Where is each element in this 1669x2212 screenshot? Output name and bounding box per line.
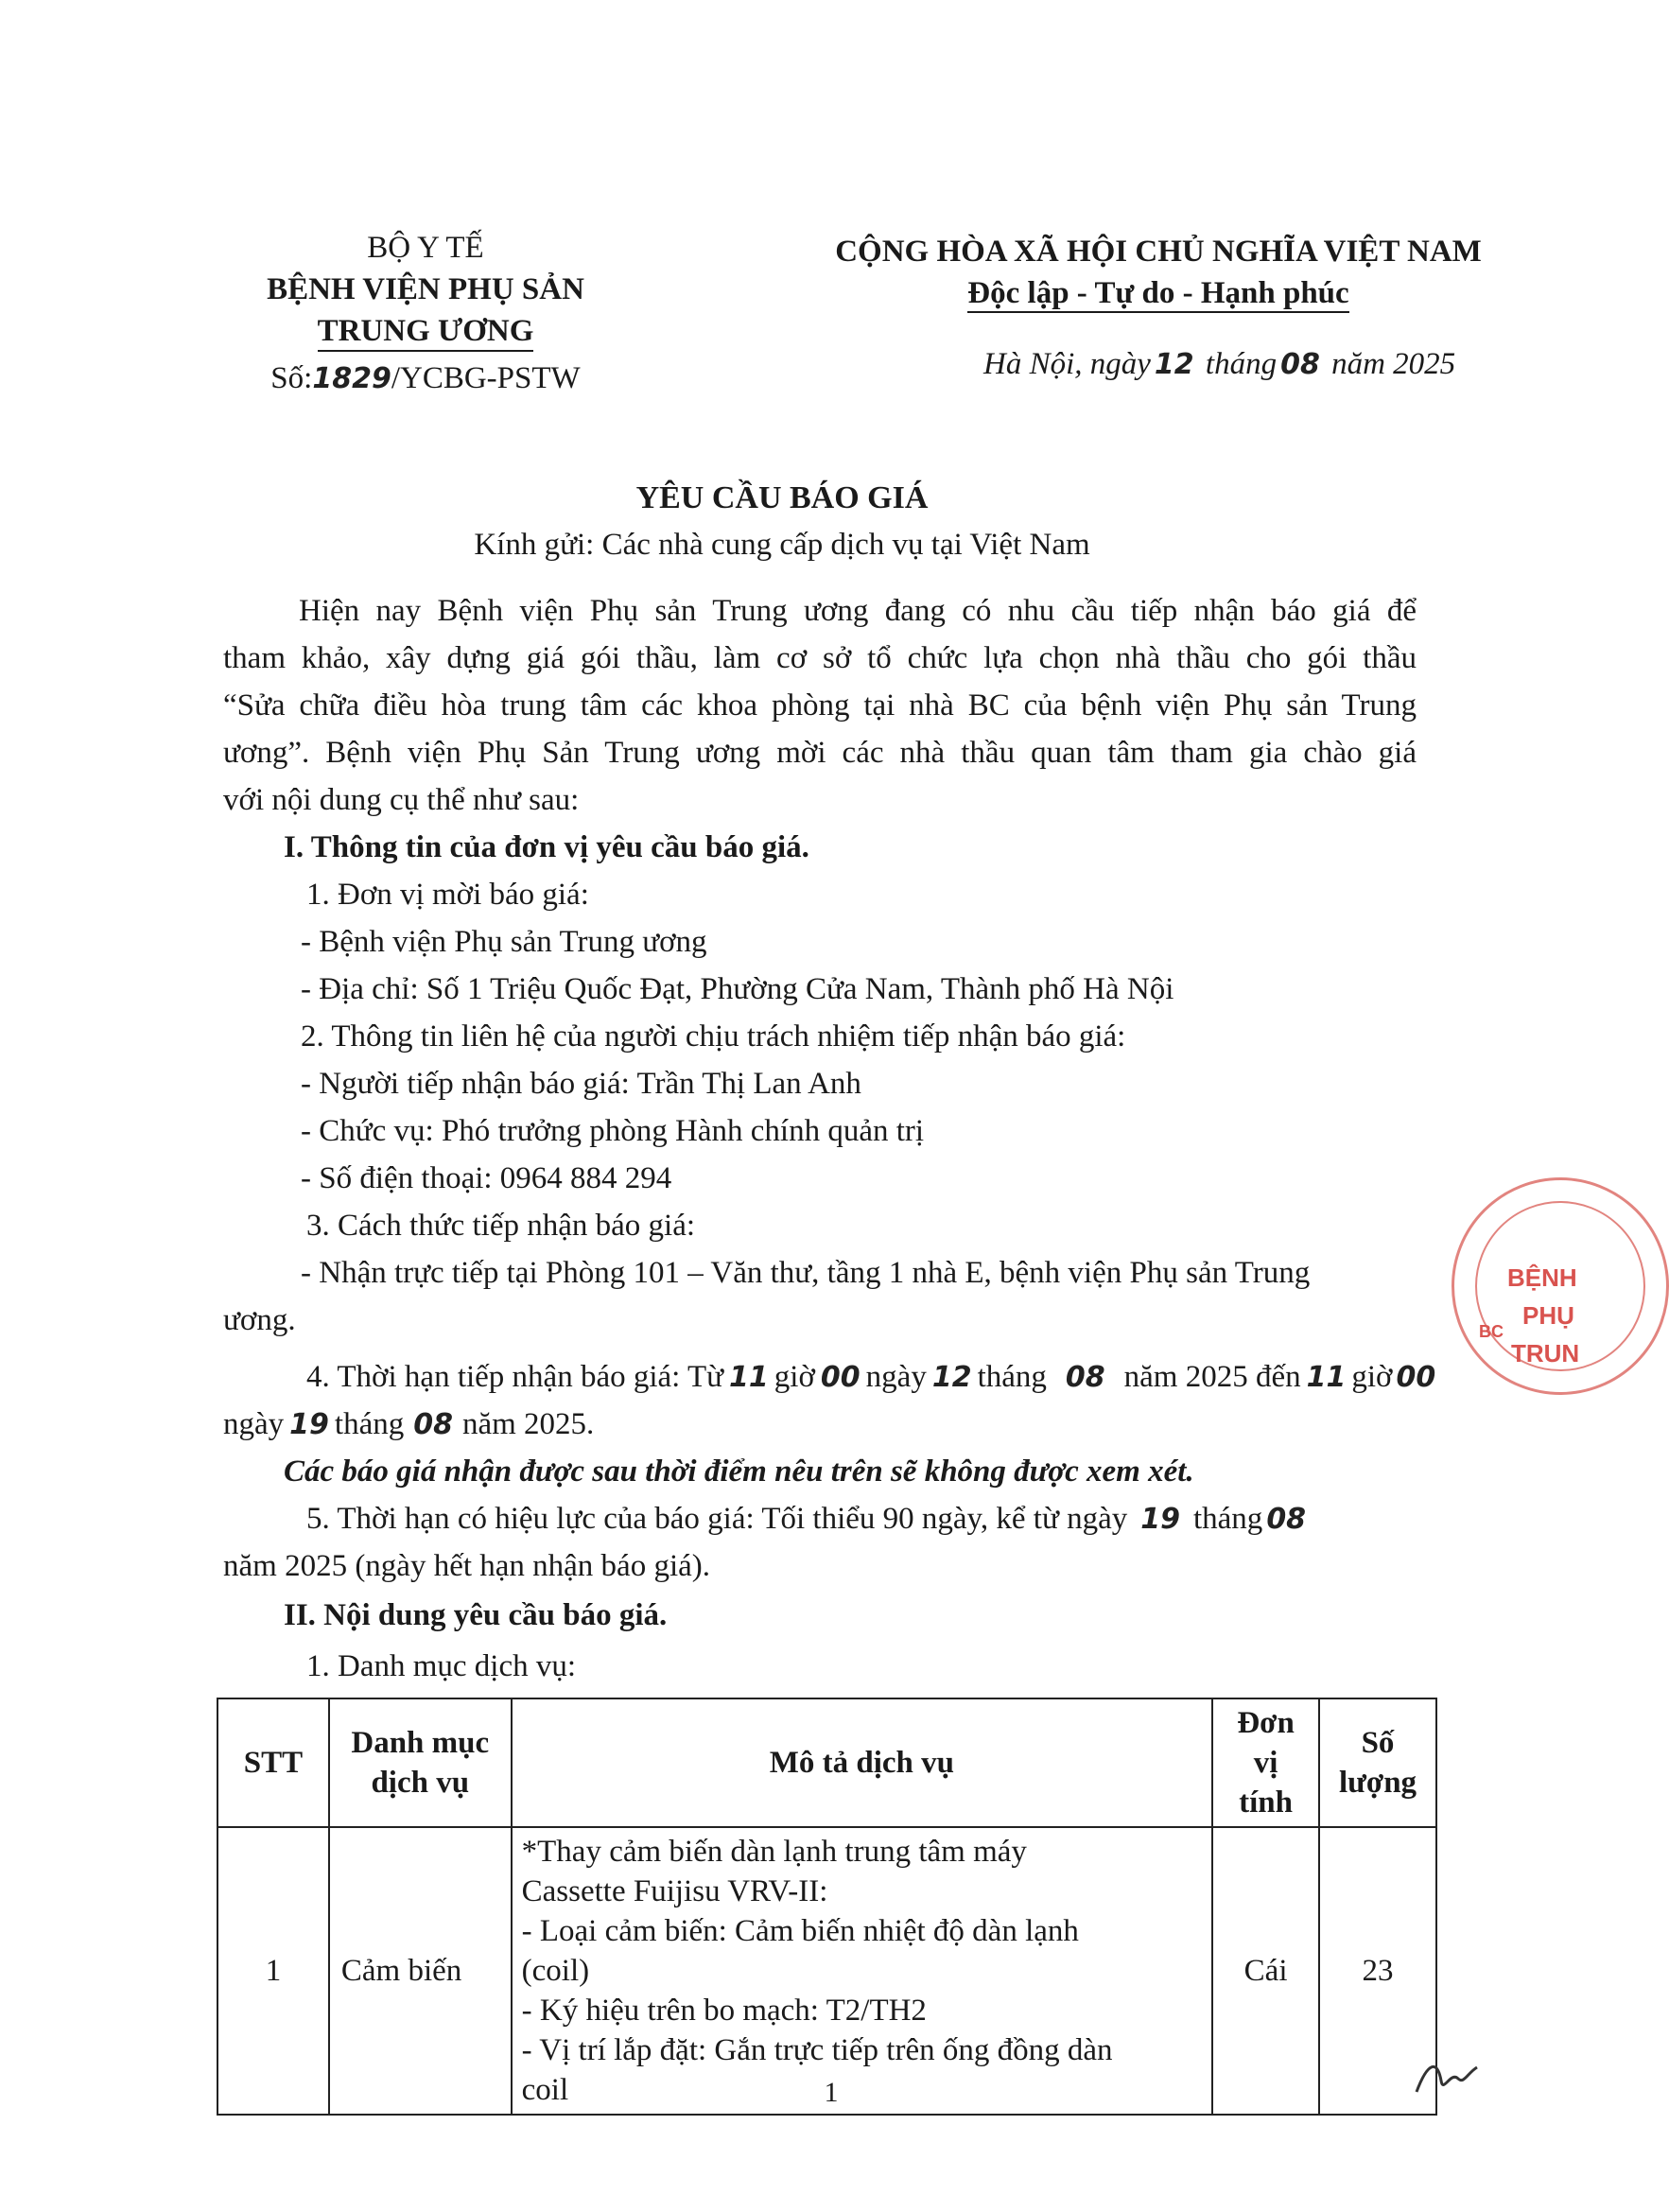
document-number-handwritten: 1829 bbox=[312, 362, 391, 395]
section1-item2-person: - Người tiếp nhận báo giá: Trần Thị Lan Anh bbox=[301, 1067, 861, 1101]
service-table bbox=[217, 1698, 1437, 2116]
header-unit: Đơn vị tính bbox=[1212, 1698, 1319, 1827]
country-name: CỘNG HÒA XÃ HỘI CHỦ NGHĨA VIỆT NAM bbox=[835, 235, 1482, 269]
section1-item2-title: 2. Thông tin liên hệ của người chịu trách nhiệm tiếp nhận báo giá: bbox=[301, 1019, 1126, 1054]
section1-item5-line2: năm 2025 (ngày hết hạn nhận báo giá). bbox=[223, 1549, 711, 1583]
intro-line-3: “Sửa chữa điều hòa trung tâm các khoa phòng tại nhà BC của bệnh viện Phụ sản Trung bbox=[223, 688, 1417, 723]
issue-date-month: 08 bbox=[1280, 348, 1320, 381]
row1-stt: 1 bbox=[217, 1827, 329, 2115]
row1-unit: Cái bbox=[1212, 1827, 1319, 2115]
row1-description: *Thay cảm biến dàn lạnh trung tâm máy Cassette Fuijisu VRV-II: - Loại cảm biến: Cảm biến nhiệt độ dàn lạnh (coil) - Ký hiệu trên bo mạch: T2/TH2 - Vị trí lắp đặt: Gắn trực tiếp trên ống đồng dàn coil bbox=[512, 1827, 1213, 2115]
section1-item4-line2: ngày 19 tháng 08 năm 2025. bbox=[223, 1407, 595, 1441]
intro-line-5: với nội dung cụ thể như sau: bbox=[223, 783, 580, 817]
section1-item2-position: - Chức vụ: Phó trưởng phòng Hành chính quản trị bbox=[301, 1114, 925, 1148]
section1-item3-line2: ương. bbox=[223, 1303, 296, 1337]
ministry-name: BỘ Y TẾ bbox=[367, 231, 484, 265]
deadline-start-month: 08 bbox=[1065, 1361, 1105, 1394]
issuer-block bbox=[189, 227, 662, 400]
deadline-end-minute: 00 bbox=[1396, 1361, 1436, 1394]
section1-item4-line1: 4. Thời hạn tiếp nhận báo giá: Từ 11 giờ 00 ngày 12 tháng 08 năm 2025 đến 11 giờ 00 bbox=[306, 1356, 1439, 1399]
page-number: 1 bbox=[824, 2077, 839, 2108]
section1-item3-line1: - Nhận trực tiếp tại Phòng 101 – Văn thư, tầng 1 nhà E, bệnh viện Phụ sản Trung bbox=[301, 1256, 1311, 1290]
validity-start-month: 08 bbox=[1266, 1503, 1307, 1536]
section1-item1-address: - Địa chỉ: Số 1 Triệu Quốc Đạt, Phường Cửa Nam, Thành phố Hà Nội bbox=[301, 972, 1174, 1006]
section2-heading: II. Nội dung yêu cầu báo giá. bbox=[284, 1598, 668, 1632]
header-quantity: Số lượng bbox=[1319, 1698, 1436, 1827]
validity-start-day: 19 bbox=[1140, 1503, 1180, 1536]
issue-date-day: 12 bbox=[1154, 348, 1194, 381]
header-category: Danh mục dịch vụ bbox=[329, 1698, 512, 1827]
section1-item5-line1: 5. Thời hạn có hiệu lực của báo giá: Tối thiểu 90 ngày, kể từ ngày 19 tháng 08 bbox=[306, 1498, 1310, 1541]
document-number: Số:1829/YCBG-PSTW bbox=[270, 361, 581, 395]
deadline-start-hour: 11 bbox=[729, 1361, 769, 1394]
row1-category: Cảm biến bbox=[329, 1827, 512, 2115]
section1-item1-title: 1. Đơn vị mời báo giá: bbox=[306, 878, 589, 912]
initials-signature bbox=[1409, 2052, 1485, 2109]
hospital-name-line1: BỆNH VIỆN PHỤ SẢN bbox=[267, 272, 584, 306]
document-title: YÊU CẦU BÁO GIÁ bbox=[635, 480, 929, 515]
deadline-end-hour: 11 bbox=[1306, 1361, 1347, 1394]
header-stt: STT bbox=[217, 1698, 329, 1827]
national-header bbox=[766, 231, 1551, 314]
section1-heading: I. Thông tin của đơn vị yêu cầu báo giá. bbox=[284, 830, 809, 864]
table-header-row bbox=[217, 1698, 1436, 1827]
national-motto: Độc lập - Tự do - Hạnh phúc bbox=[967, 275, 1348, 313]
deadline-end-month: 08 bbox=[413, 1408, 453, 1441]
deadline-start-day: 12 bbox=[931, 1361, 972, 1394]
deadline-start-minute: 00 bbox=[820, 1361, 861, 1394]
section1-item1-name: - Bệnh viện Phụ sản Trung ương bbox=[301, 925, 707, 959]
table-row bbox=[217, 1827, 1436, 2115]
issue-date: Hà Nội, ngày 12 tháng 08 năm 2025 bbox=[983, 347, 1456, 381]
recipient-line: Kính gửi: Các nhà cung cấp dịch vụ tại Việt Nam bbox=[474, 528, 1090, 562]
intro-line-1: Hiện nay Bệnh viện Phụ sản Trung ương đang có nhu cầu tiếp nhận báo giá để bbox=[299, 594, 1417, 628]
row1-quantity: 23 bbox=[1319, 1827, 1436, 2115]
intro-line-4: ương”. Bệnh viện Phụ Sản Trung ương mời các nhà thầu quan tâm tham gia chào giá bbox=[223, 736, 1417, 770]
header-description: Mô tả dịch vụ bbox=[512, 1698, 1213, 1827]
hospital-name-line2: TRUNG ƯƠNG bbox=[318, 312, 534, 352]
section1-item2-phone: - Số điện thoại: 0964 884 294 bbox=[301, 1161, 672, 1195]
section2-item1-title: 1. Danh mục dịch vụ: bbox=[306, 1649, 577, 1683]
deadline-end-day: 19 bbox=[289, 1408, 329, 1441]
late-submission-note: Các báo giá nhận được sau thời điểm nêu trên sẽ không được xem xét. bbox=[284, 1454, 1194, 1489]
official-stamp: BỆNH PHỤ TRUN BC bbox=[1452, 1177, 1669, 1395]
section1-item3-title: 3. Cách thức tiếp nhận báo giá: bbox=[306, 1209, 696, 1243]
intro-line-2: tham khảo, xây dựng giá gói thầu, làm cơ sở tổ chức lựa chọn nhà thầu cho gói thầu bbox=[223, 641, 1417, 675]
